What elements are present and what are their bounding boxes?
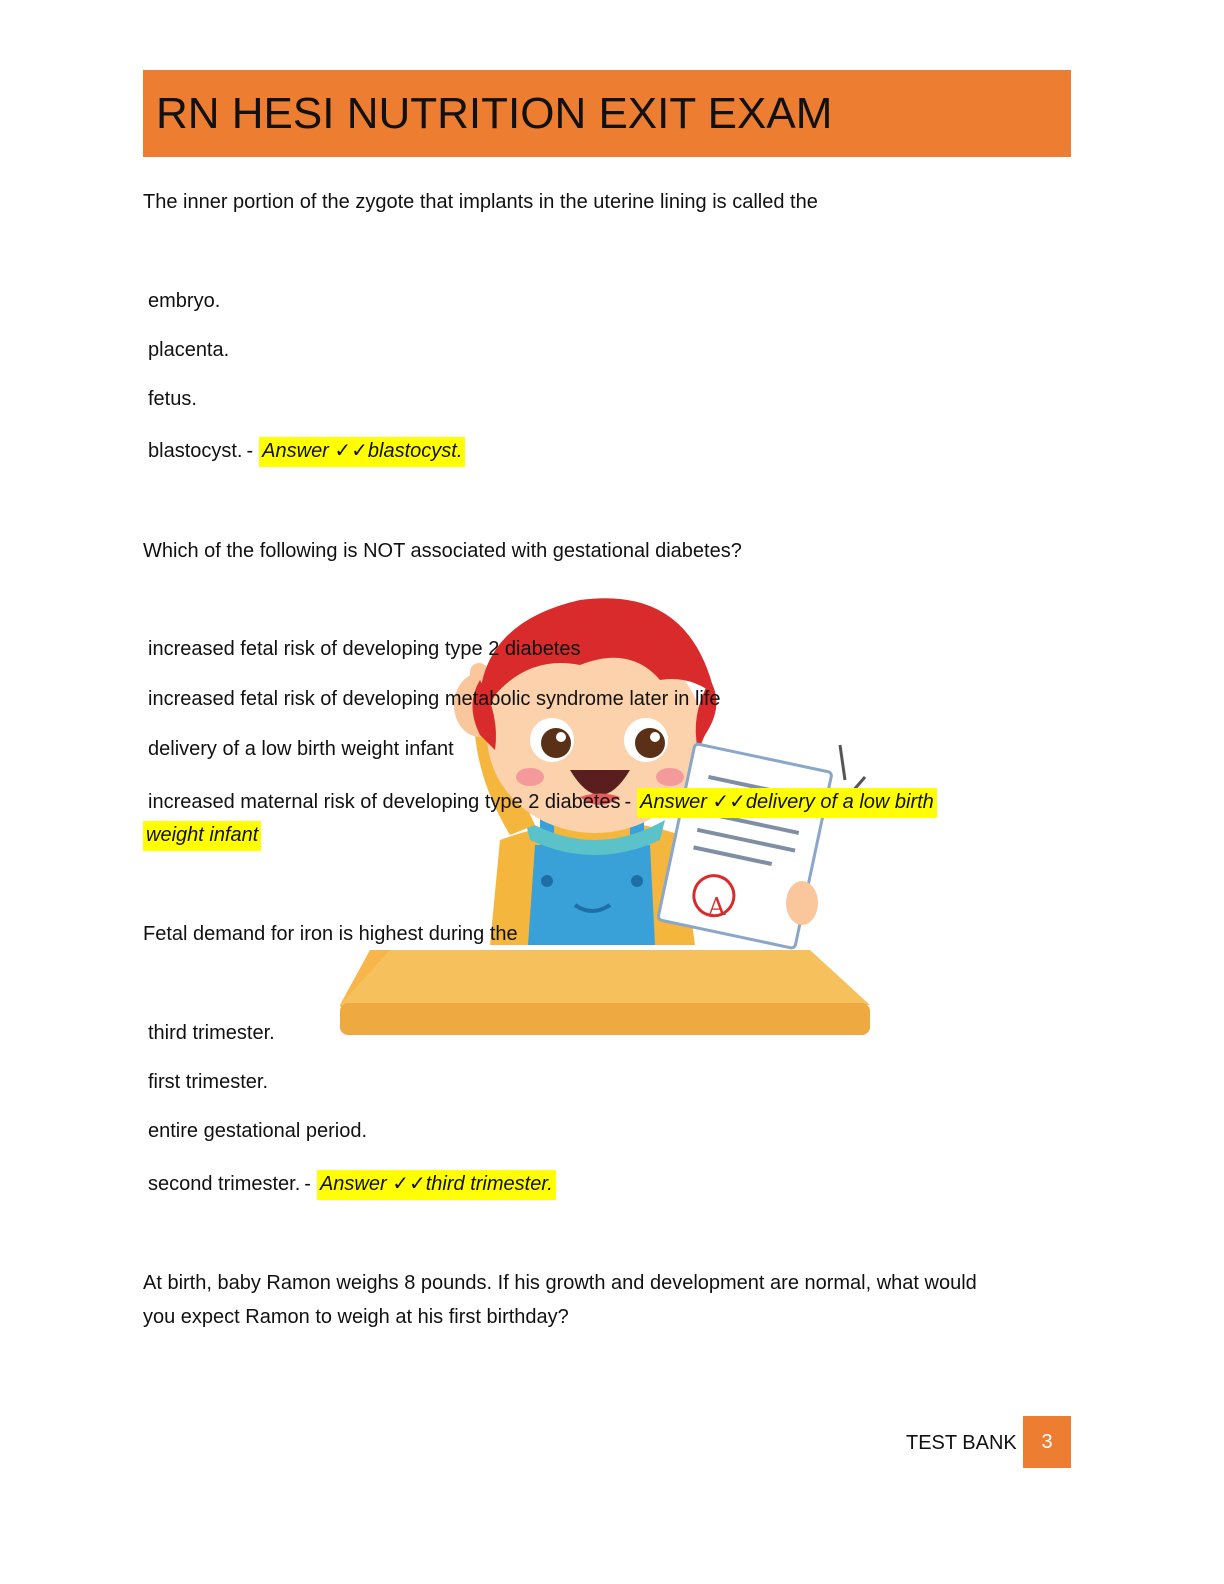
question-2-stem: Which of the following is NOT associated with gestational diabetes? bbox=[143, 540, 742, 562]
answer-separator: - bbox=[624, 791, 632, 813]
question-3-option-3: entire gestational period. bbox=[148, 1120, 368, 1142]
question-1-option-1: embryo. bbox=[148, 290, 221, 312]
grade-mark: A bbox=[708, 893, 726, 921]
question-1-stem: The inner portion of the zygote that implants in the uterine lining is called the bbox=[143, 191, 818, 213]
answer-separator: - bbox=[246, 440, 254, 462]
question-2-answer-continued: weight infant bbox=[143, 821, 261, 851]
page-number: 3 bbox=[1023, 1416, 1071, 1468]
question-2-option-4-line bbox=[148, 789, 937, 815]
question-3-option-4-line bbox=[148, 1171, 556, 1197]
page-title: RN HESI NUTRITION EXIT EXAM bbox=[156, 89, 833, 138]
question-2-option-4: increased maternal risk of developing type 2 diabetes bbox=[148, 791, 621, 813]
question-3-option-2: first trimester. bbox=[148, 1071, 269, 1093]
question-4-stem-line-1: At birth, baby Ramon weighs 8 pounds. If his growth and development are normal, what would bbox=[143, 1272, 977, 1294]
question-1-option-3: fetus. bbox=[148, 388, 197, 410]
question-1-option-2: placenta. bbox=[148, 339, 230, 361]
question-1-option-4: blastocyst. bbox=[148, 440, 243, 462]
question-4-stem-line-2: you expect Ramon to weigh at his first birthday? bbox=[143, 1306, 569, 1328]
question-2-option-2: increased fetal risk of developing metabolic syndrome later in life bbox=[148, 688, 721, 710]
question-2-answer: Answer ✓✓delivery of a low birth bbox=[637, 788, 937, 818]
question-3-answer: Answer ✓✓third trimester. bbox=[317, 1170, 556, 1200]
question-2-option-3: delivery of a low birth weight infant bbox=[148, 738, 454, 760]
title-banner bbox=[143, 70, 1071, 157]
footer-label: TEST BANK bbox=[906, 1432, 1017, 1454]
question-3-stem: Fetal demand for iron is highest during the bbox=[143, 923, 518, 945]
question-1-answer: Answer ✓✓blastocyst. bbox=[259, 437, 465, 467]
question-1-option-4-line bbox=[148, 438, 465, 464]
answer-separator: - bbox=[304, 1173, 311, 1195]
question-3-option-1: third trimester. bbox=[148, 1022, 275, 1044]
question-3-option-4: second trimester. bbox=[148, 1173, 301, 1195]
question-2-option-1: increased fetal risk of developing type 2 diabetes bbox=[148, 638, 581, 660]
question-2-answer-continued-line bbox=[143, 822, 261, 848]
